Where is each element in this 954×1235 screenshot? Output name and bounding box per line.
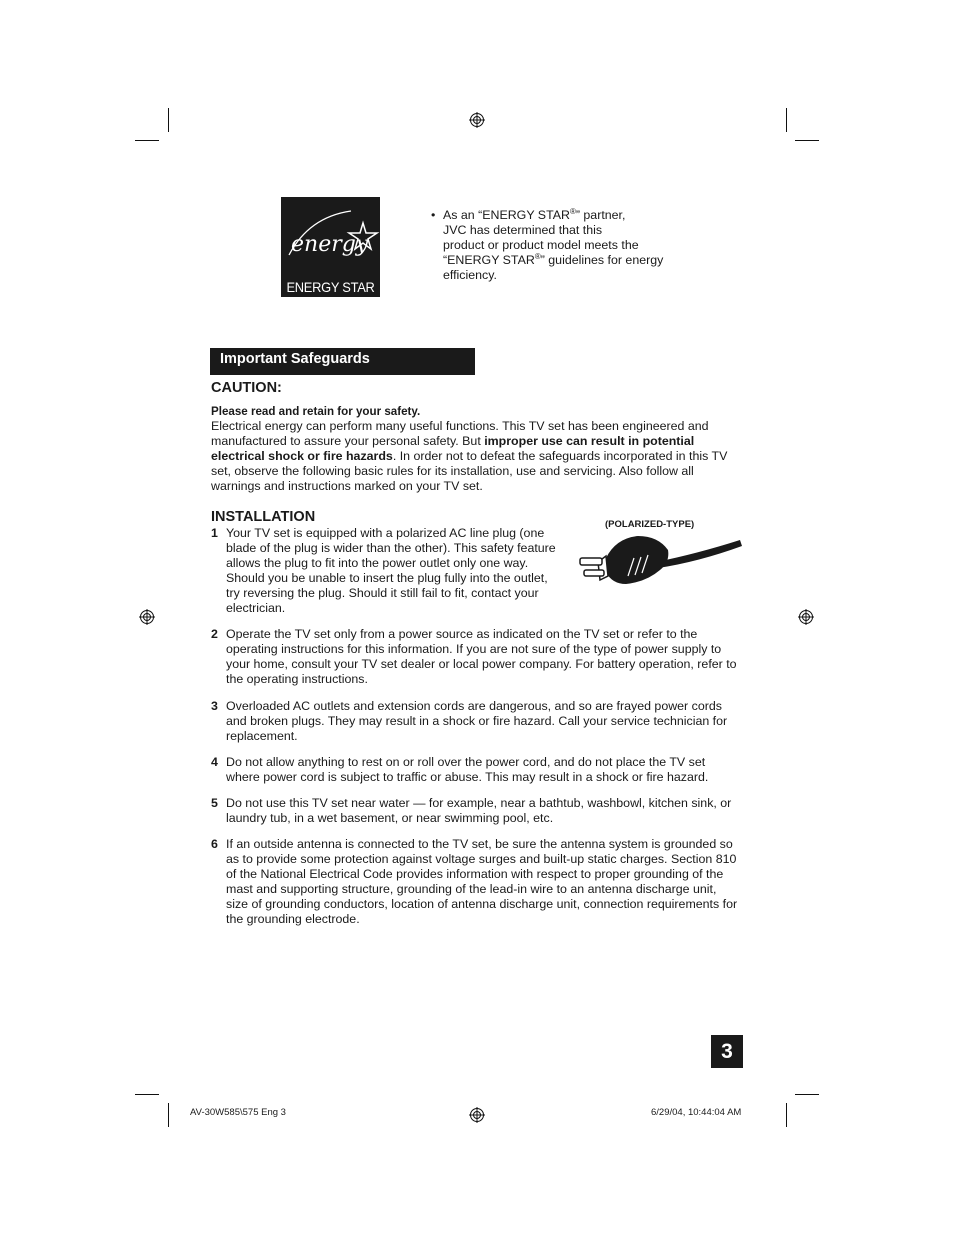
note-line <box>443 253 681 268</box>
note-text: “ENERGY STAR <box>443 253 535 267</box>
energy-star-script-icon <box>281 197 380 275</box>
crop-mark <box>168 108 169 132</box>
installation-heading: INSTALLATION <box>211 509 316 525</box>
plug-label: (POLARIZED-TYPE) <box>605 519 695 530</box>
note-text: ” partner, <box>575 208 626 222</box>
item-number: 5 <box>211 796 218 810</box>
installation-item <box>211 837 741 928</box>
logo-label: ENERGY STAR <box>286 279 375 295</box>
registration-mark-icon <box>798 609 814 625</box>
footer-file-label: AV-30W585\575 Eng 3 <box>190 1107 286 1118</box>
registration-mark-icon <box>469 1107 485 1123</box>
item-text: Do not allow anything to rest on or roll over the power cord, and do not place the TV set where power cord is subject to traffic or abuse. This may result in a shock or fire hazard. <box>226 755 709 785</box>
caution-text: Electrical energy can perform many useful functions. This TV set has been engineered and manufactured to assure your personal safety. But <box>211 419 709 449</box>
caution-bold-text: improper use can result in potential electrical shock or fire hazards <box>211 434 695 464</box>
note-text: ” guidelines for energy <box>540 253 664 267</box>
caution-text: . In order not to defeat the safeguards incorporated in this TV set, observe the following basic rules for its installation, use and servicing. Also follow all warnings and instructions marked on your TV set. <box>211 449 728 494</box>
crop-mark <box>168 1103 169 1127</box>
registered-mark: ® <box>569 206 576 216</box>
item-number: 6 <box>211 837 218 851</box>
crop-mark <box>135 140 159 141</box>
bullet-marker: • <box>431 208 436 222</box>
crop-mark <box>795 140 819 141</box>
installation-item <box>211 526 563 617</box>
caution-body <box>211 419 741 494</box>
item-number: 3 <box>211 699 218 713</box>
item-number: 1 <box>211 526 218 540</box>
section-banner <box>210 348 475 375</box>
installation-item <box>211 796 745 826</box>
item-text: If an outside antenna is connected to the TV set, be sure the antenna system is grounded so as to provide some protection against voltage surges and built-up static charges. Section 810 of the National Electrical Code provides information with respect to proper grounding of the mast and supporting structure, grounding of the lead-in wire to an antenna discharge unit, size of grounding conductors, location of antenna discharge unit, connection requirements for the grounding electrode. <box>226 837 738 927</box>
note-line: product or product model meets the <box>443 238 639 252</box>
item-text: Your TV set is equipped with a polarized AC line plug (one blade of the plug is wider than the other). This safety feature allows the plug to fit into the power outlet only one way. Should you be unable to insert the plug fully into the outlet, try reversing the plug. Should it still fail to fit, contact your electrician. <box>226 526 556 616</box>
section-title: Important Safeguards <box>220 351 370 367</box>
registration-mark-icon <box>469 112 485 128</box>
footer-timestamp: 6/29/04, 10:44:04 AM <box>651 1107 742 1118</box>
page-number: 3 <box>711 1035 743 1068</box>
logo-script-text: energy <box>291 232 369 257</box>
caution-heading: CAUTION: <box>211 380 282 396</box>
registered-mark: ® <box>534 251 541 261</box>
item-number: 4 <box>211 755 218 769</box>
item-text: Operate the TV set only from a power source as indicated on the TV set or refer to the operating instructions for this information. If you are not sure of the type of power supply to your home, consult your TV set dealer or local power company. For battery operation, refer to the operating instructions. <box>226 627 737 687</box>
installation-item <box>211 755 741 785</box>
installation-item <box>211 699 741 744</box>
item-text: Overloaded AC outlets and extension cords are dangerous, and so are frayed power cords and broken plugs. They may result in a shock or fire hazard. Call your service technician for replacement. <box>226 699 728 744</box>
energy-star-note <box>431 208 681 283</box>
crop-mark <box>795 1094 819 1095</box>
crop-mark <box>786 1103 787 1127</box>
item-text: Do not use this TV set near water — for example, near a bathtub, washbowl, kitchen sink, or laundry tub, in a wet basement, or near swimming pool, etc. <box>226 796 732 826</box>
registration-mark-icon <box>139 609 155 625</box>
installation-item <box>211 627 741 687</box>
note-line <box>443 208 681 223</box>
energy-star-logo <box>281 197 380 297</box>
note-line: JVC has determined that this <box>443 223 603 237</box>
crop-mark <box>135 1094 159 1095</box>
crop-mark <box>786 108 787 132</box>
item-number: 2 <box>211 627 218 641</box>
note-line: efficiency. <box>443 268 497 282</box>
caution-lead: Please read and retain for your safety. <box>211 405 421 418</box>
note-text: As an “ENERGY STAR <box>443 208 570 222</box>
polarized-plug-icon <box>576 532 744 590</box>
caution-paragraph <box>211 404 741 495</box>
